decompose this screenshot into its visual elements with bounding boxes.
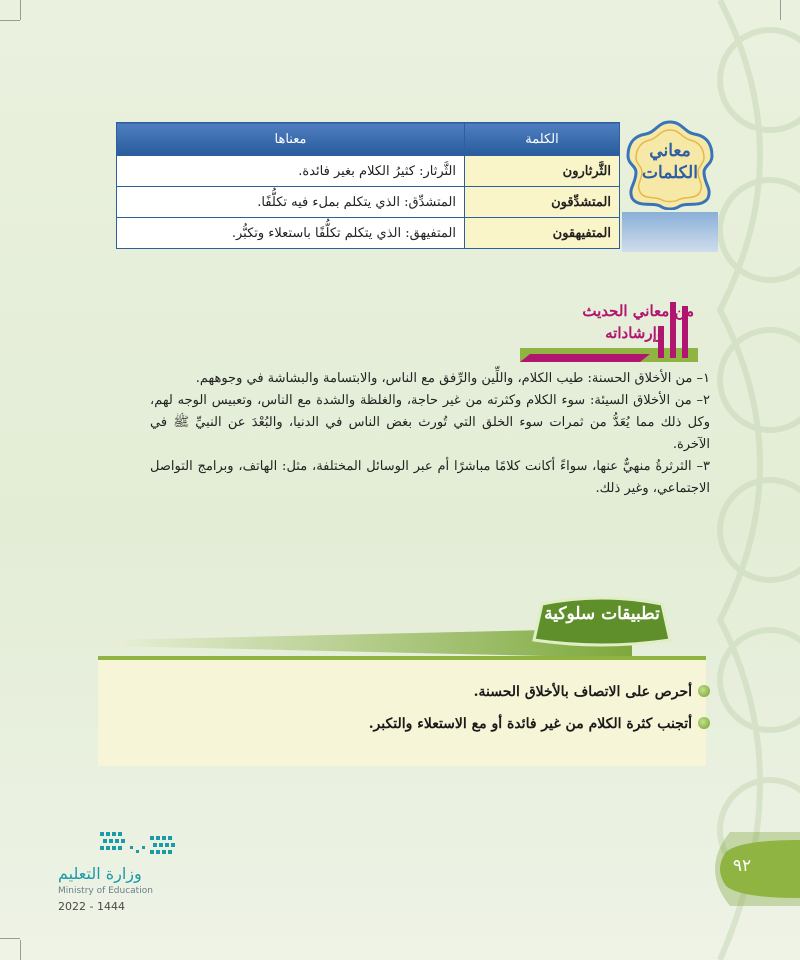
ministry-name-english: Ministry of Education [58, 886, 153, 896]
item-text: أتجنب كثرة الكلام من غير فائدة أو مع الاستعلاء والتكبر. [368, 716, 692, 732]
bullet-icon [698, 685, 710, 697]
point-paragraph: ١– من الأخلاق الحسنة: طيب الكلام، واللِّين والرِّفق مع الناس، والابتسامة والبشاشة في وجوههم. [195, 371, 710, 386]
applications-list [150, 676, 710, 740]
table-row [117, 156, 620, 187]
word-cell: المتشدِّقون [465, 187, 620, 218]
crop-mark [0, 938, 20, 939]
point-paragraph: ٢– من الأخلاق السيئة: سوء الكلام وكثرته من غير حاجة، والغلظة والشدة مع الناس، وتعبيس الوجه لهم، وكل ذلك مما يُعَدُّ من ثمرات سوء الخلق التي تُورث بغض الناس في الدنيا، والبُعْدَ عن النبيِّ ﷺ في الآخرة. [150, 393, 710, 452]
decorative-strip [622, 212, 718, 252]
word-cell: الثَّرثارون [465, 156, 620, 187]
edition-year: 2022 - 1444 [58, 900, 125, 913]
crop-mark [20, 940, 21, 960]
vocabulary-table [116, 122, 620, 249]
ministry-name-arabic: وزارة التعليم [58, 864, 142, 883]
meaning-cell: الثَّرثار: كثيرُ الكلام بغير فائدة. [117, 156, 465, 187]
badge-line: الكلمات [642, 163, 698, 183]
table-row [117, 218, 620, 249]
list-item [150, 708, 710, 740]
badge-line: معاني [649, 141, 691, 161]
title-line: من معاني الحديث [582, 302, 694, 320]
crop-mark [20, 0, 21, 20]
crop-mark [0, 20, 20, 21]
page-number: ٩٢ [732, 856, 752, 876]
header-word: الكلمة [465, 123, 620, 156]
hadith-section-title [524, 300, 694, 344]
vocabulary-badge-text [624, 140, 716, 184]
crop-mark [780, 0, 781, 20]
meaning-cell: المتفيهق: الذي يتكلم تكلُّفًا باستعلاء وتكبُّر. [117, 218, 465, 249]
header-meaning: معناها [117, 123, 465, 156]
point-paragraph: ٣– الثرثرةُ منهيٌّ عنها، سواءً أكانت كلامًا مباشرًا أم عبر الوسائل المختلفة، مثل: الهاتف، وبرامج التواصل الاجتماعي، وغير ذلك. [150, 459, 710, 496]
ministry-logo-icon [100, 830, 190, 860]
hadith-points [150, 368, 710, 500]
title-line: وإرشاداته [605, 324, 664, 342]
applications-title: تطبيقات سلوكية [544, 604, 660, 624]
table-header-row [117, 123, 620, 156]
meaning-cell: المتشدِّق: الذي يتكلم بملء فيه تكلُّفًا. [117, 187, 465, 218]
bullet-icon [698, 717, 710, 729]
list-item [150, 676, 710, 708]
table-row [117, 187, 620, 218]
word-cell: المتفيهقون [465, 218, 620, 249]
item-text: أحرص على الاتصاف بالأخلاق الحسنة. [473, 684, 692, 700]
